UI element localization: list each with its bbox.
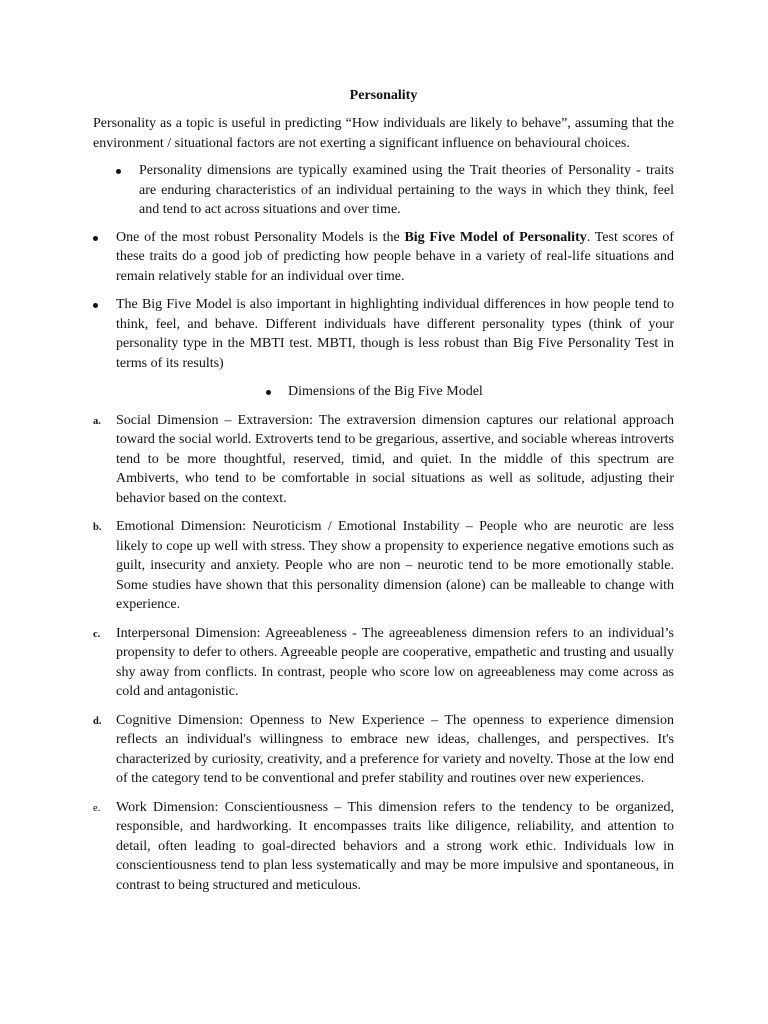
dimensions-heading <box>93 382 674 402</box>
list-marker: e. <box>93 802 101 814</box>
bullet-icon <box>93 236 98 241</box>
dimension-text: Interpersonal Dimension: Agreeableness - The agreeableness dimension refers to an individual’s propensity to defer to others. Agreeable people are cooperative, empathetic and trusting and usually shy away from conflicts. In contrast, people who score low on agreeableness may come across as cold and antagonistic. <box>116 625 674 699</box>
list-item-text-start: One of the most robust Personality Models is the <box>116 229 405 245</box>
dimension-text: Work Dimension: Conscientiousness – This dimension refers to the tendency to be organized, responsible, and hardworking. It encompasses traits like diligence, reliability, and attention to detail, often leading to goal-directed behaviors and a strong work ethic. Individuals low in conscientiousness tend to plan less systematically and may be more impulsive and spontaneous, in contrast to being structured and meticulous. <box>116 799 674 893</box>
dimensions-heading-text: Dimensions of the Big Five Model <box>288 384 483 399</box>
list-item <box>93 161 674 220</box>
dimension-item <box>93 798 674 896</box>
dimension-text: Emotional Dimension: Neuroticism / Emotional Instability – People who are neurotic are less likely to cope up well with stress. They show a propensity to experience negative emotions such as guilt, insecurity and anxiety. People who are non – neurotic tend to be more emotionally stable. Some studies have shown that this personality dimension (alone) can be malleable to change with experience. <box>116 519 674 612</box>
dimension-item <box>93 517 674 615</box>
list-item <box>93 228 674 287</box>
bullet-icon <box>116 169 121 174</box>
intro-paragraph: Personality as a topic is useful in predicting “How individuals are likely to behave”, assuming that the environment / situational factors are not exerting a significant influence on behavioural choices. <box>93 116 674 151</box>
big-five-model-emphasis: Big Five Model of Personality <box>404 229 587 245</box>
list-marker: c. <box>93 628 101 640</box>
page-title: Personality <box>349 88 418 103</box>
dimension-item <box>93 411 674 509</box>
dimension-item <box>93 624 674 702</box>
dimension-text: Cognitive Dimension: Openness to New Experience – The openness to experience dimension reflects an individual's willingness to embrace new ideas, challenges, and perspectives. It's characterized by curiosity, creativity, and a preference for variety and novelty. Those at the low end of the category tend to be conventional and prefer stability and routines over new experiences. <box>116 712 674 786</box>
list-marker: d. <box>93 715 102 727</box>
list-item-text: The Big Five Model is also important in highlighting individual differences in how people tend to think, feel, and behave. Different individuals have different personality types (think of your personality type in the MBTI test. MBTI, though is less robust than Big Five Personality Test in terms of its results) <box>116 297 674 371</box>
dimension-text: Social Dimension – Extraversion: The extraversion dimension captures our relational approach toward the social world. Extroverts tend to be gregarious, assertive, and sociable whereas introverts tend to be more thoughtful, reserved, timid, and quiet. In the middle of this spectrum are Ambiverts, who tend to be comfortable in social situations as well as solitude, adjusting their behavior based on the context. <box>116 412 674 506</box>
list-marker: b. <box>93 522 102 533</box>
list-marker: a. <box>93 415 101 427</box>
dimension-item <box>93 711 674 789</box>
list-item <box>93 295 674 373</box>
bullet-icon <box>93 303 98 308</box>
document-page <box>93 86 674 904</box>
list-item-text-end: . Test scores of these traits do a good job of predicting how people behave in a variety of real-life situations and remain relatively stable for an individual over time. <box>116 229 674 284</box>
bullet-icon <box>266 390 271 395</box>
list-item-text: Personality dimensions are typically examined using the Trait theories of Personality - traits are enduring characteristics of an individual pertaining to the ways in which they think, feel and tend to act across situations and over time. <box>139 163 674 217</box>
